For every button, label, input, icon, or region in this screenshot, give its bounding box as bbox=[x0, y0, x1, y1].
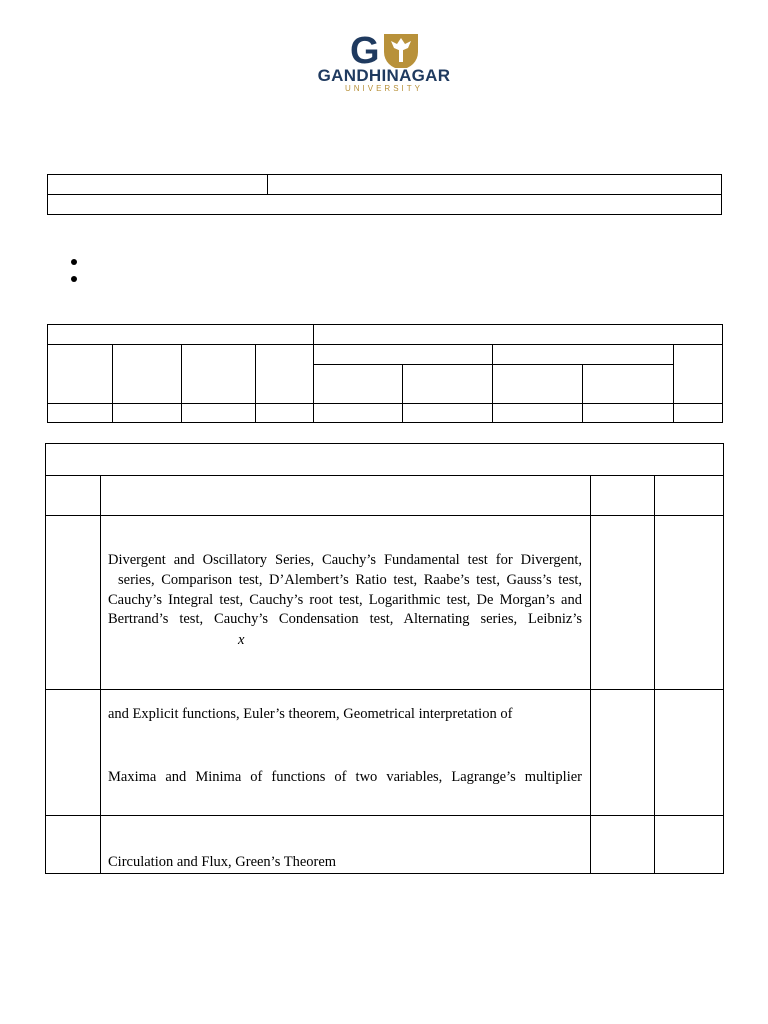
bullet-point bbox=[71, 276, 77, 282]
unit1-content-line: Divergent and Oscillatory Series, Cauchy’s Fundamental test for Divergent, bbox=[108, 552, 582, 568]
unit-hours-cell bbox=[591, 516, 655, 690]
syllabus-header-cell bbox=[46, 476, 101, 516]
unit2-content-line: and Explicit functions, Euler’s theorem, Geometrical interpretation of bbox=[108, 706, 513, 722]
scheme-cell bbox=[48, 404, 113, 423]
scheme-cell bbox=[256, 345, 314, 404]
scheme-cell bbox=[314, 365, 403, 404]
course-info-cell bbox=[268, 175, 722, 195]
university-subtitle: UNIVERSITY bbox=[344, 84, 423, 93]
unit2-content-line: Maxima and Minima of functions of two variables, Lagrange’s multiplier bbox=[108, 769, 582, 785]
syllabus-title-cell bbox=[46, 444, 724, 476]
scheme-cell bbox=[583, 365, 674, 404]
unit-number-cell bbox=[46, 690, 101, 816]
scheme-cell bbox=[256, 404, 314, 423]
unit1-content-line: Cauchy’s Integral test, Cauchy’s root test, Logarithmic test, De Morgan’s and bbox=[108, 592, 582, 608]
unit-weightage-cell bbox=[655, 516, 724, 690]
scheme-cell bbox=[493, 345, 674, 365]
course-info-cell bbox=[48, 175, 268, 195]
unit-hours-cell bbox=[591, 690, 655, 816]
scheme-cell bbox=[48, 325, 314, 345]
scheme-cell bbox=[314, 345, 493, 365]
scheme-cell bbox=[493, 365, 583, 404]
unit1-content-line: Bertrand’s test, Cauchy’s Condensation test, Alternating series, Leibniz’s bbox=[108, 611, 582, 627]
scheme-cell bbox=[182, 345, 256, 404]
unit3-content-line: Circulation and Flux, Green’s Theorem bbox=[108, 854, 337, 870]
unit-hours-cell bbox=[591, 816, 655, 874]
syllabus-table bbox=[45, 443, 724, 874]
scheme-cell bbox=[113, 345, 182, 404]
syllabus-header-cell bbox=[591, 476, 655, 516]
bullet-point bbox=[71, 259, 77, 265]
scheme-cell bbox=[113, 404, 182, 423]
university-name: GANDHINAGAR bbox=[317, 66, 451, 85]
syllabus-header-cell bbox=[101, 476, 591, 516]
scheme-cell bbox=[48, 345, 113, 404]
course-info-table bbox=[47, 174, 722, 215]
unit-number-cell bbox=[46, 516, 101, 690]
scheme-cell bbox=[674, 404, 723, 423]
unit1-content-line: series, Comparison test, D’Alembert’s Ratio test, Raabe’s test, Gauss’s test, bbox=[118, 572, 582, 588]
unit-weightage-cell bbox=[655, 816, 724, 874]
unit-number-cell bbox=[46, 816, 101, 874]
course-info-cell bbox=[48, 195, 722, 215]
scheme-cell bbox=[403, 404, 493, 423]
scheme-cell bbox=[182, 404, 256, 423]
unit-weightage-cell bbox=[655, 690, 724, 816]
unit1-math-symbol: x bbox=[238, 632, 245, 648]
scheme-cell bbox=[403, 365, 493, 404]
scheme-cell bbox=[493, 404, 583, 423]
syllabus-header-cell bbox=[655, 476, 724, 516]
scheme-cell bbox=[314, 325, 723, 345]
university-logo bbox=[350, 30, 420, 68]
teaching-scheme-table bbox=[47, 324, 723, 423]
scheme-cell bbox=[674, 345, 723, 404]
scheme-cell bbox=[583, 404, 674, 423]
scheme-cell bbox=[314, 404, 403, 423]
svg-text:G: G bbox=[350, 30, 380, 68]
